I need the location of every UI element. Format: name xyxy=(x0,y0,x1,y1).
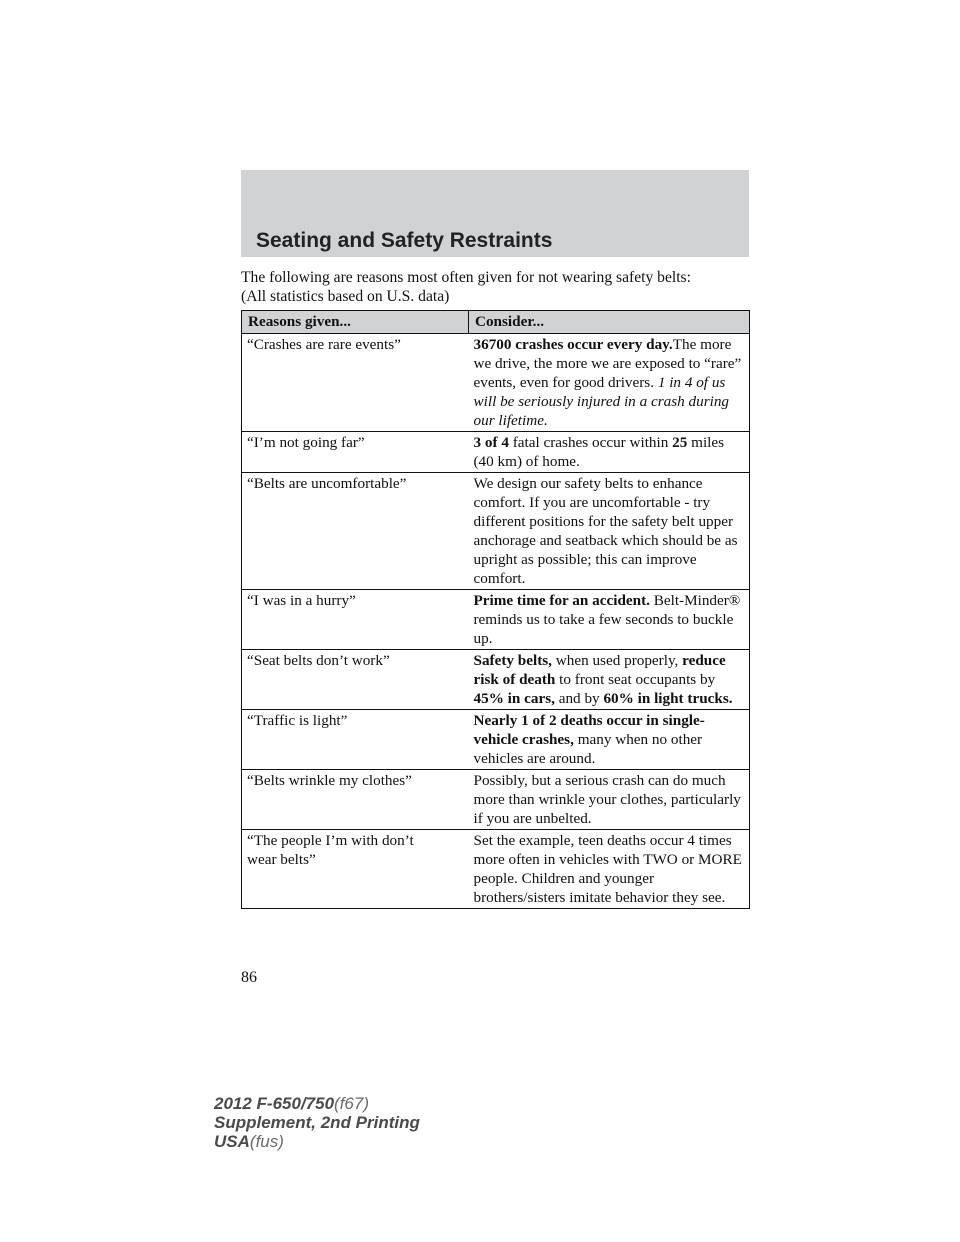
consider-text: 36700 crashes occur every day. xyxy=(473,336,673,353)
reason-text: “Seat belts don’t work” xyxy=(247,652,390,669)
table-row xyxy=(242,590,750,650)
footer-market-code: (fus) xyxy=(249,1132,284,1151)
reason-cell xyxy=(242,830,469,909)
reason-cell xyxy=(242,432,469,473)
consider-text: fatal crashes occur within xyxy=(508,434,673,451)
consider-text: to front seat occupants by xyxy=(555,671,716,688)
table-header-row xyxy=(242,311,750,334)
table-row xyxy=(242,432,750,473)
page-number: 86 xyxy=(241,969,257,986)
consider-text: reduce risk of death xyxy=(473,652,726,688)
consider-text: many when no other vehicles are around. xyxy=(473,731,703,767)
consider-cell xyxy=(469,710,750,770)
consider-text: 3 of 4 xyxy=(473,434,509,451)
reason-text: wear belts” xyxy=(247,851,316,868)
table-row xyxy=(242,334,750,432)
consider-text: 45% in cars, xyxy=(473,690,555,707)
table-row xyxy=(242,650,750,710)
consider-cell xyxy=(469,770,750,830)
consider-text: 25 xyxy=(672,434,688,451)
footer-market: USA xyxy=(214,1132,250,1151)
reason-cell xyxy=(242,590,469,650)
intro-line-2: (All statistics based on U.S. data) xyxy=(241,288,450,305)
reason-cell xyxy=(242,473,469,590)
consider-cell xyxy=(469,334,750,432)
table-row xyxy=(242,770,750,830)
footer-line-market xyxy=(214,1132,420,1151)
print-footer xyxy=(214,1094,420,1151)
reason-text: “Crashes are rare events” xyxy=(247,336,401,353)
table-row xyxy=(242,830,750,909)
consider-cell xyxy=(469,650,750,710)
consider-text: Nearly 1 of 2 deaths occur in single-vehicle crashes, xyxy=(473,712,705,748)
reasons-table-body xyxy=(242,334,750,909)
consider-text: and by xyxy=(554,690,604,707)
footer-printing: Supplement, 2nd Printing xyxy=(214,1113,420,1132)
consider-text: Possibly, but a serious crash can do much more than wrinkle your clothes, particularly if you are unbelted. xyxy=(473,772,741,827)
consider-text: Set the example, teen deaths occur 4 times more often in vehicles with TWO or MORE people. Children and younger brothers/sisters imitate behavior they see. xyxy=(473,832,742,906)
section-title: Seating and Safety Restraints xyxy=(256,229,553,252)
consider-cell xyxy=(469,432,750,473)
reason-text: “I was in a hurry” xyxy=(247,592,356,609)
consider-text: Safety belts, xyxy=(473,652,552,669)
consider-text: Prime time for an accident. xyxy=(473,592,650,609)
consider-cell xyxy=(469,590,750,650)
intro-paragraph xyxy=(241,268,751,306)
consider-text: Belt-Minder® reminds us to take a few seconds to buckle up. xyxy=(473,592,741,647)
reason-cell xyxy=(242,710,469,770)
footer-model-code: (f67) xyxy=(334,1094,370,1113)
consider-text: when used properly, xyxy=(551,652,683,669)
reason-text: “Traffic is light” xyxy=(247,712,348,729)
column-header-reasons: Reasons given... xyxy=(242,311,469,334)
consider-cell xyxy=(469,830,750,909)
reason-text: “I’m not going far” xyxy=(247,434,365,451)
reason-text: “The people I’m with don’t xyxy=(247,832,414,849)
consider-text: 60% in light trucks. xyxy=(603,690,733,707)
consider-text: 1 in 4 of us will be seriously injured in a crash during our lifetime. xyxy=(473,374,730,429)
consider-text: The more we drive, the more we are exposed to “rare” events, even for good drivers. xyxy=(473,336,742,391)
consider-text: miles (40 km) of home. xyxy=(473,434,725,470)
table-row xyxy=(242,473,750,590)
table-row xyxy=(242,710,750,770)
consider-text: We design our safety belts to enhance comfort. If you are uncomfortable - try different positions for the safety belt upper anchorage and seatback which should be as upright as possible; this can improve comfort. xyxy=(473,475,738,587)
reasons-table xyxy=(241,310,750,909)
reason-cell xyxy=(242,770,469,830)
footer-model: 2012 F-650/750 xyxy=(214,1094,335,1113)
reason-text: “Belts wrinkle my clothes” xyxy=(247,772,412,789)
footer-line-model xyxy=(214,1094,420,1113)
reason-cell xyxy=(242,334,469,432)
column-header-consider: Consider... xyxy=(469,311,750,334)
reason-text: “Belts are uncomfortable” xyxy=(247,475,407,492)
intro-line-1: The following are reasons most often given for not wearing safety belts: xyxy=(241,269,691,286)
reason-cell xyxy=(242,650,469,710)
consider-cell xyxy=(469,473,750,590)
